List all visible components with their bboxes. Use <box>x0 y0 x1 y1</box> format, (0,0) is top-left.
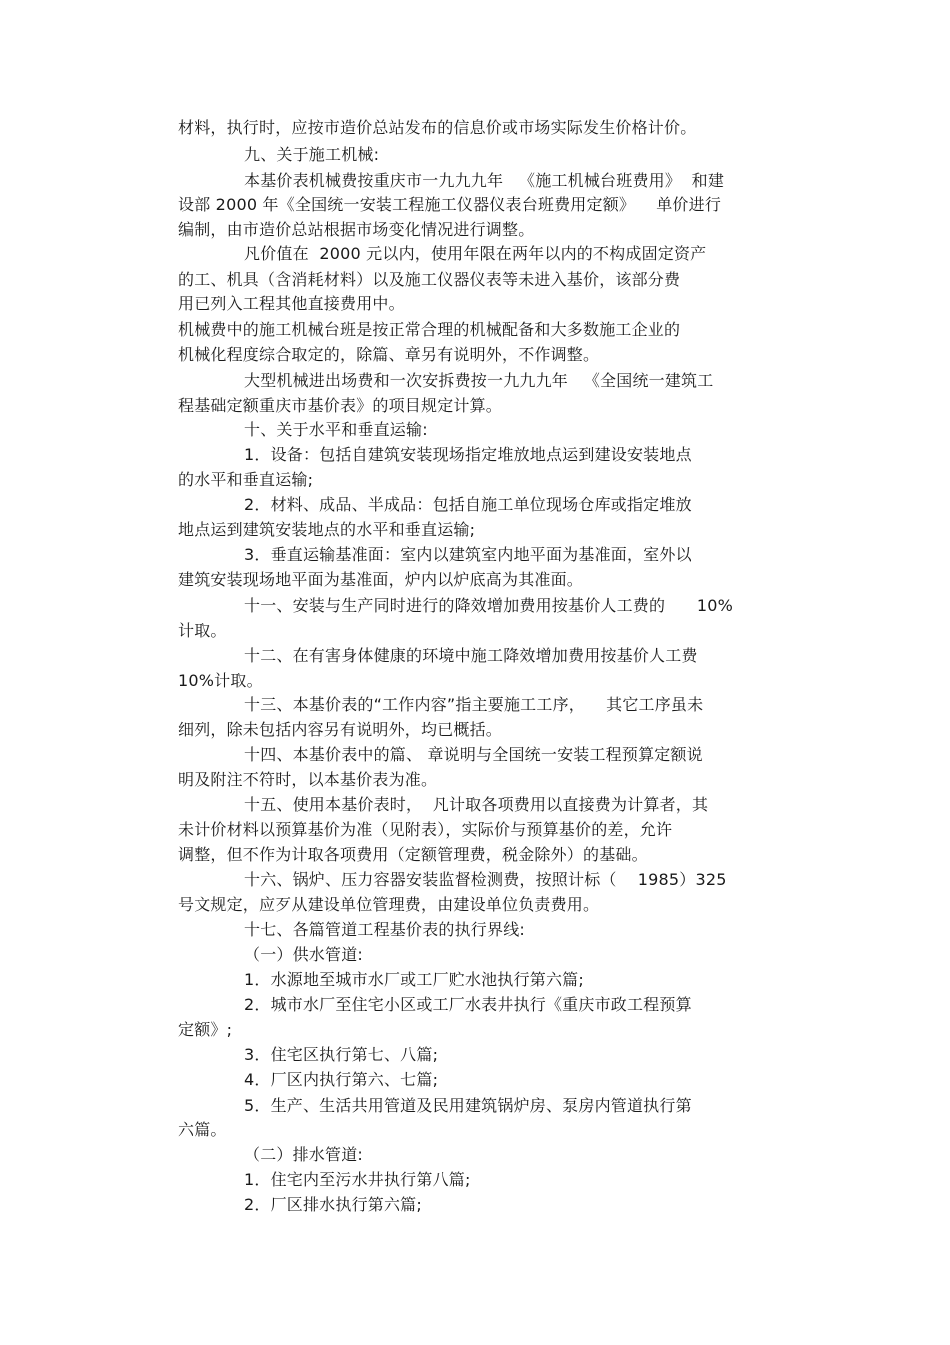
text-line: 的水平和垂直运输; <box>178 470 314 489</box>
list-item: 5．生产、生活共用管道及民用建筑锅炉房、泵房内管道执行第 <box>244 1096 692 1115</box>
text-line: 调整，但不作为计取各项费用（定额管理费，税金除外）的基础。 <box>178 845 648 864</box>
section-heading: 十、关于水平和垂直运输: <box>244 420 428 439</box>
list-item: 2．城市水厂至住宅小区或工厂水表井执行《重庆市政工程预算 <box>244 995 692 1014</box>
text-line: 设部 2000 年《全国统一安装工程施工仪器仪表台班费用定额》 单价进行 <box>178 195 722 214</box>
text-line: 机械化程度综合取定的，除篇、章另有说明外，不作调整。 <box>178 345 600 364</box>
text-line: 2．材料、成品、半成品：包括自施工单位现场仓库或指定堆放 <box>244 495 692 514</box>
text-line: 十六、锅炉、压力容器安装监督检测费，按照计标（ 1985）325 <box>244 870 727 889</box>
text-line: 的工、机具（含消耗材料）以及施工仪器仪表等未进入基价，该部分费 <box>178 270 681 289</box>
list-item: 1．水源地至城市水厂或工厂贮水池执行第六篇; <box>244 970 584 989</box>
text-line: 程基础定额重庆市基价表》的项目规定计算。 <box>178 396 503 415</box>
section-heading: 十七、各篇管道工程基价表的执行界线: <box>244 920 525 939</box>
text-line: 定额》; <box>178 1020 233 1039</box>
text-line: 十四、本基价表中的篇、 章说明与全国统一安装工程预算定额说 <box>244 745 703 764</box>
text-line: 十三、本基价表的“工作内容”指主要施工工序， 其它工序虽未 <box>244 695 704 714</box>
text-line: 地点运到建筑安装地点的水平和垂直运输; <box>178 520 476 539</box>
text-line: 材料，执行时，应按市造价总站发布的信息价或市场实际发生价格计价。 <box>178 118 697 137</box>
text-line: 十二、在有害身体健康的环境中施工降效增加费用按基价人工费 <box>244 646 698 665</box>
list-item: 4．厂区内执行第六、七篇; <box>244 1070 439 1089</box>
text-line: 大型机械进出场费和一次安拆费按一九九九年 《全国统一建筑工 <box>244 371 714 390</box>
text-line: 本基价表机械费按重庆市一九九九年 《施工机械台班费用》 和建 <box>244 171 725 190</box>
text-line: 十五、使用本基价表时， 凡计取各项费用以直接费为计算者，其 <box>244 795 709 814</box>
section-heading: 九、关于施工机械: <box>244 145 380 164</box>
list-item: 2．厂区排水执行第六篇; <box>244 1195 422 1214</box>
text-line: 细列，除未包括内容另有说明外，均已概括。 <box>178 720 503 739</box>
text-line: 明及附注不符时，以本基价表为准。 <box>178 770 438 789</box>
text-line: 用已列入工程其他直接费用中。 <box>178 294 405 313</box>
text-line: 建筑安装现场地平面为基准面，炉内以炉底高为其准面。 <box>178 570 584 589</box>
text-line: 10%计取。 <box>178 671 263 690</box>
text-line: 计取。 <box>178 621 227 640</box>
list-item: 1．住宅内至污水井执行第八篇; <box>244 1170 471 1189</box>
text-line: 1．设备：包括自建筑安装现场指定堆放地点运到建设安装地点 <box>244 445 692 464</box>
subsection-heading: （二）排水管道: <box>244 1145 363 1164</box>
text-line: 未计价材料以预算基价为准（见附表），实际价与预算基价的差，允许 <box>178 820 673 839</box>
text-line: 六篇。 <box>178 1120 227 1139</box>
subsection-heading: （一）供水管道: <box>244 945 363 964</box>
text-line: 号文规定，应歹从建设单位管理费，由建设单位负责费用。 <box>178 895 600 914</box>
text-line: 十一、安装与生产同时进行的降效增加费用按基价人工费的 10% <box>244 596 734 615</box>
text-line: 编制，由市造价总站根据市场变化情况进行调整。 <box>178 220 535 239</box>
text-line: 3．垂直运输基准面：室内以建筑室内地平面为基准面，室外以 <box>244 545 692 564</box>
text-line: 机械费中的施工机械台班是按正常合理的机械配备和大多数施工企业的 <box>178 320 681 339</box>
list-item: 3．住宅区执行第七、八篇; <box>244 1045 439 1064</box>
text-line: 凡价值在 2000 元以内，使用年限在两年以内的不构成固定资产 <box>244 244 707 263</box>
